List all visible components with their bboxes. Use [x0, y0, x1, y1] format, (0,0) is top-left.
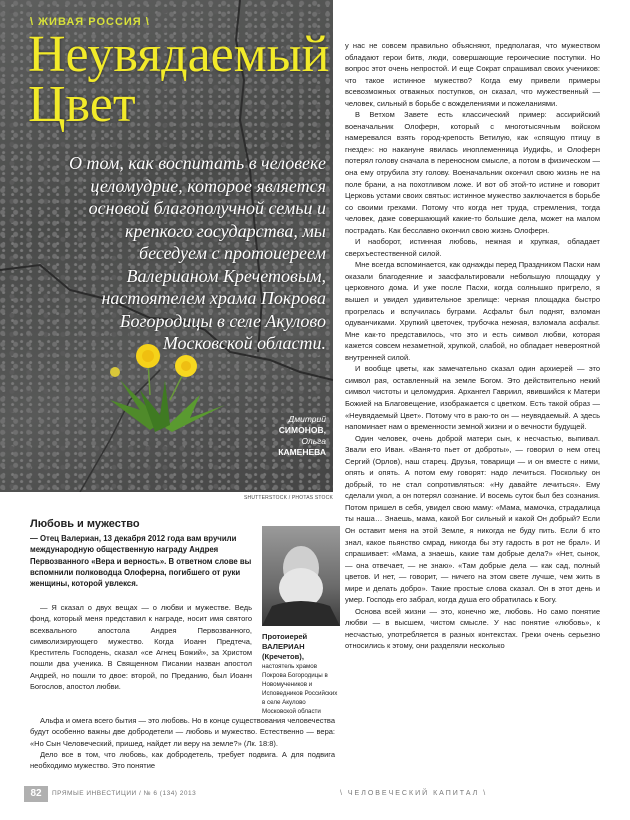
footer-section-name: \ ЧЕЛОВЕЧЕСКИЙ КАПИТАЛ \ — [340, 790, 488, 797]
paragraph: И вообще цветы, как замечательно сказал один архиерей — это символ рая, оставленный на земле Богом. Это действительно некий символ чистоты и целомудрия. Архангел Гавриил, явившийся к Матери Божией на Благовещение, изображается с цветком. Есть такой образ — «Неувядаемый Цвет». Потому что в раю-то он — неувядаемый. А здесь напоминает нам о временности земной жизни и о вечности будущей. — [345, 364, 600, 432]
credit-last-name-2: КАМЕНЕВА — [278, 447, 326, 457]
right-column-text — [345, 40, 600, 652]
stock-photo-credit: SHUTTERSTOCK / PHOTAS STOCK — [243, 495, 333, 501]
paragraph: И наоборот, истинная любовь, нежная и хрупкая, обладает сверхъестественной силой. — [345, 237, 600, 258]
left-body-text-full — [30, 715, 335, 771]
paragraph: Один человек, очень доброй матери сын, к несчастью, выпивал. Звали его Иван. «Ваня-то пьет от доброты», — говорил о нем отец Сергий (Орлов), наш старец. Друзья, товарищи — и он вместе с ними, опять и опять. А потом ему говорят: надо лечиться. Поскольку он добрый, то не стал сопротивляться: «Ну давайте лечиться». Ему сделали укол, а он потерял сознание. И восемь суток был без сознания. Потом пришел в себя, увидел свою маму: «Мама, мамочка, страдалица ты наша… Знаешь, мама, какой Бог сильный и какой Он добрый? Если Он оставит меня на этой Земле, я никогда не буду пить. Если б кто знал, какое пьянство смрад, никогда бы эту гадость в рот не брал». И спрашивает: «Мама, а знаешь, какие там добрые дела?» «Нет, сынок, — она отвечает, — не знаю». «Там добрые дела — как сад, полный цветов. И нет, — говорит, — ничего на этом свете лучше, чем жить в мире и делать добро». Такие простые слова сказал. Он в этот день и умер. Господь его забрал, когда душа его обратилась к Богу. — [345, 433, 600, 605]
page-number: 82 — [24, 786, 48, 802]
page-footer — [0, 786, 630, 806]
portrait-graphic — [262, 526, 340, 626]
credit-first-name-1: Дмитрий — [288, 414, 326, 424]
section-tag: \ ЖИВАЯ РОССИЯ \ — [30, 16, 150, 28]
magazine-issue: ПРЯМЫЕ ИНВЕСТИЦИИ / № 6 (134) 2013 — [52, 790, 197, 797]
left-body-text — [30, 602, 252, 692]
caption-body: настоятель храмов Покрова Богородицы в Новомучеников и Исповедников Российских в селе Акулово Московской области — [262, 663, 338, 715]
credit-last-name-1: СИМОНОВ, — [278, 425, 326, 435]
paragraph: Дело все в том, что любовь, как добродетель, требует подвига. А для подвига необходимо мужество. Это понятие — [30, 749, 335, 771]
paragraph: Альфа и омега всего бытия — это любовь. Но в конце существования человечества будут особенно важны две добродетели — любовь и мужество. Естественно — вера: «Но Сын Человеческий, пришед, найдет ли веру на земле?» (Лк. 18:8). — [30, 716, 335, 748]
hero-photo — [0, 0, 333, 492]
article-lead: О том, как воспитать в человеке целомудрие, которое является основой благополучной семьи и крепкого государства, мы беседуем с протоиереем Валерианом Кречетовым, настоятелем храма Покрова Богородицы в селе Акулово Московской области. — [69, 153, 326, 353]
paragraph: Основа всей жизни — это, конечно же, любовь. Но само понятие любви — в высшем, чистом смысле. У нас понятие «любовь», к несчастью, употребляется в разных контекстах. Греки очень серьезно относились к этому, они разделяли несколько — [345, 606, 600, 651]
portrait-caption — [262, 632, 338, 716]
caption-title: Протоиерей ВАЛЕРИАН (Кречетов), — [262, 632, 308, 661]
paragraph: — Я сказал о двух вещах — о любви и мужестве. Ведь фонд, который меня представил к награде, носит имя святого всехвального апостола Андрея Первозванного, символизирующего мужество. Когда Иоанн Предтеча, Креститель Господень, сказал «се Агнец Божий», за Христом пошли два ученика. В Священном Писании назван апостол Андрей, но пошли то двое: второй, по Преданию, был Иоанн Богослов, апостол любви. — [30, 603, 252, 692]
paragraph: Мне всегда вспоминается, как однажды перед Праздником Пасхи нам оказали благодеяние и заасфальтировали небольшую площадку у церковного дома. И уже после Пасхи, когда солнышко пригрело, я вышел и увидел удивительное зрелище: черная площадка быстро прогрелась и вспучилась буграми. Асфальт был поднят, взломан одуванчиками. Хрупкий цветочек, трубочка нежная, взломала асфальт. Мне как-то представилось, что это и есть символ любви, которая кажется совсем незаметной, хрупкой, слабой, но обладает невероятной внутренней силой. — [345, 260, 600, 362]
subheading: Любовь и мужество — [30, 518, 140, 530]
photo-credit — [262, 414, 326, 458]
paragraph: у нас не совсем правильно объясняют, предполагая, что мужеством обладают герои битв, люди, совершающие героические поступки. Но вопрос этот очень непростой. И еще Сократ спрашивал своих учеников: что такое истинное мужество? Когда ему привели примеры всевозможных отважных поступков, он сказал, что мужественный — человек, сильный в борьбе с вожделениями и пожеланиями. — [345, 41, 600, 108]
paragraph: В Ветхом Завете есть классический пример: ассирийский военачальник Олоферн, который с многотысячным войском намеревался взять город-крепость Ветилую, как «спящую птицу в гнезде»: но накануне явилась иноплеменница Иудифь, и Олоферн потерял голову сначала в переносном смысле, а потом в физическом — она ему отрубила эту голову. Военачальник окончил свою жизнь не на поле брани, а на похотливом ложе. И вот об этой-то истине и говорит Церковь устами своих святых: истинное мужество заключается в борьбе со своими грехами. Потому что когда нет труда, стремления, тогда человек, даже совершающий какие-то большие дела, может на малом пострадать. Как бесславно окончил свою жизнь Олоферн. — [345, 110, 600, 235]
interview-question: — Отец Валериан, 13 декабря 2012 года вам вручили международную общественную награду Андрея Первозванного «Вера и верность». В ответном слове вы вспомнили полководца Олоферна, погибшего от руки женщины, которой увлекся. — [30, 534, 252, 589]
priest-portrait — [262, 526, 340, 626]
article-title: Неувядаемый Цвет — [28, 26, 330, 133]
credit-first-name-2: Ольга — [301, 436, 326, 446]
